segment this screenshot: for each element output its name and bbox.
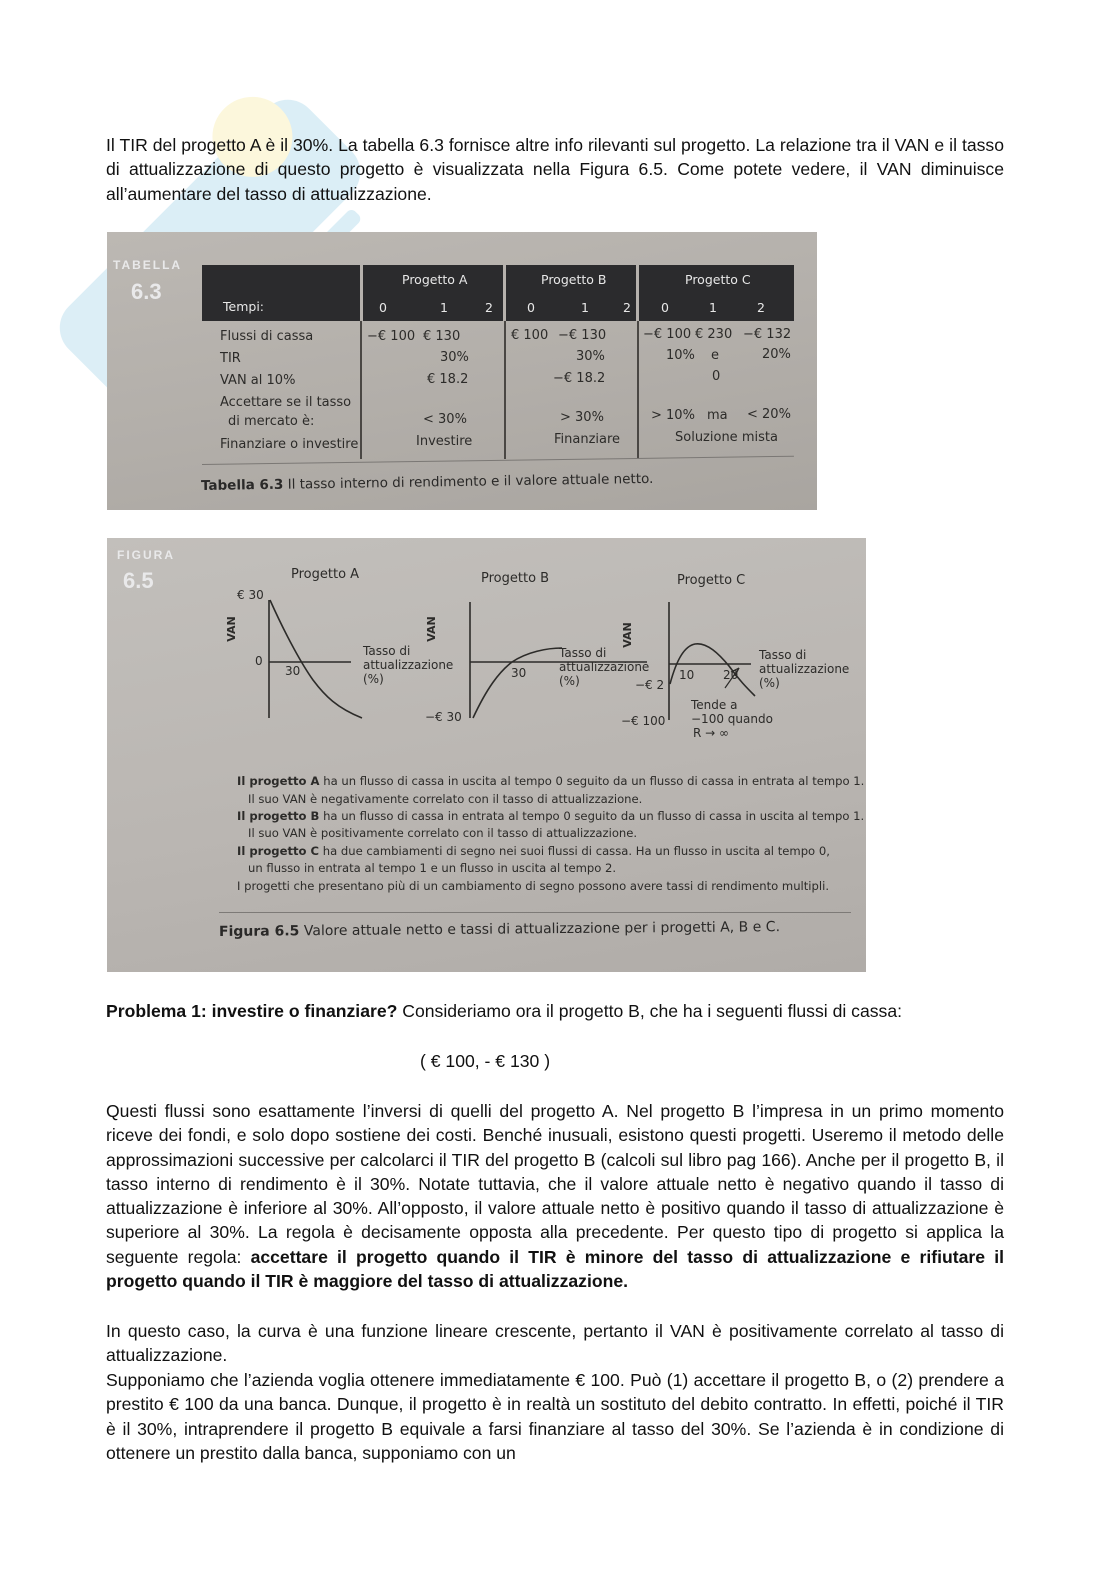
table-caption-text: Il tasso interno di rendimento e il valore attuale netto.: [287, 470, 654, 493]
figure-graphs: [107, 538, 866, 738]
graph-a-title: Progetto A: [291, 567, 360, 582]
figure-note-4: Il suo VAN è positivamente correlato con il tasso di attualizzazione.: [237, 826, 638, 840]
header-project-a: Progetto A: [402, 272, 468, 287]
graph-c-y-label: VAN: [620, 622, 634, 648]
body-paragraph-3: Supponiamo che l’azienda voglia ottenere immediatamente € 100. Può (1) accettare il progetto B, o (2) prendere a prestito € 100 da una banca. Dunque, il progetto è in realtà un sostituto del debito contratto. In effetti, poiché il TIR è il 30%, intraprendere il progetto B equivale a farsi finanziare al tasso del 30%. Se l’azienda è in condizione di ottenere un prestito dalla banca, supponiamo con un: [106, 1370, 1004, 1463]
graph-b-bottom: −€ 30: [425, 710, 462, 724]
figure-note-6: un flusso in entrata al tempo 1 e un flusso in uscita al tempo 2.: [237, 861, 617, 875]
row-label-tir: TIR: [220, 351, 241, 366]
b-van: −€ 18.2: [553, 371, 606, 386]
table-side-label: TABELLA: [113, 258, 183, 272]
period-c-1: 1: [709, 300, 717, 315]
row-label-decision: Finanziare o investire: [220, 437, 359, 452]
graph-b-x-label-2: attualizzazione: [559, 660, 650, 674]
b-flow-1: −€ 130: [558, 328, 607, 343]
period-a-1: 1: [440, 300, 448, 315]
figure-note-1: Il progetto A ha un flusso di cassa in uscita al tempo 0 seguito da un flusso di cassa in entrata al tempo 1.: [237, 774, 865, 788]
period-c-2: 2: [757, 300, 765, 315]
table-caption-number: Tabella 6.3: [200, 476, 284, 494]
period-b-0: 0: [527, 300, 535, 315]
c-flow-2: −€ 132: [743, 327, 792, 342]
c-tir-and: e: [711, 348, 719, 363]
table-caption: [201, 471, 654, 494]
row-label-van: VAN al 10%: [220, 373, 296, 388]
graph-c-x-label-2: attualizzazione: [759, 662, 850, 676]
a-decision: Investire: [416, 434, 473, 449]
figure-caption: [219, 919, 780, 940]
graph-c-x-label-3: (%): [759, 676, 780, 690]
b-accept: > 30%: [560, 410, 604, 425]
graph-b-x-label-3: (%): [559, 674, 580, 688]
body-rule-bold: accettare il progetto quando il TIR è minore del tasso di attualizzazione e rifiutare il progetto quando il TIR è maggiore del tasso di attualizzazione.: [106, 1246, 1004, 1292]
graph-a-top-value: € 30: [237, 588, 264, 602]
graph-b-irr: 30: [511, 666, 527, 680]
c-tir-2: 20%: [762, 347, 791, 362]
a-flow-0: −€ 100: [367, 329, 416, 344]
period-b-1: 1: [581, 300, 589, 315]
body-paragraph-1: Questi flussi sono esattamente l’inversi di quelli del progetto A. Nel progetto B l’impresa in un primo momento riceve dei fondi, e solo dopo sostiene dei costi. Benché inusuali, esistono questi progetti. Useremo il metodo delle approssimazioni successive per calcolarci il TIR del progetto B (calcoli sul libro pag 166). Anche per il progetto B, il tasso interno di rendimento è il 30%. Notate tuttavia, che il valore attuale netto è negativo quando il tasso di attualizzazione è inferiore al 30%. All’opposto, il valore attuale netto è positivo quando il tasso di attualizzazione è superiore al 30%. La regola è decisamente opposta alla precedente. Per questo tipo di progetto si applica la seguente regola: accettare il progetto quando il TIR è minore del tasso di attualizzazione e rifiutare il progetto quando il TIR è maggiore del tasso di attualizzazione.: [106, 1101, 1004, 1292]
figure-side-number: 6.5: [123, 568, 154, 593]
graph-b-x-label-1: Tasso di: [559, 646, 607, 660]
graph-c-tend-3: R → ∞: [693, 726, 730, 740]
graph-b-curve: [473, 648, 562, 718]
a-flow-1: € 130: [423, 329, 461, 344]
table-side-number: 6.3: [131, 279, 162, 304]
c-van: 0: [712, 369, 721, 384]
graph-a-curve: [270, 600, 362, 718]
graph-c-minus-2: −€ 2: [635, 678, 665, 692]
graph-b-title: Progetto B: [481, 571, 550, 586]
a-tir: 30%: [440, 350, 469, 365]
period-c-0: 0: [661, 300, 669, 315]
graph-a-x-label-1: Tasso di: [363, 644, 411, 658]
graph-c-x-label-1: Tasso di: [759, 648, 807, 662]
figure-caption-number: Figura 6.5: [218, 923, 300, 940]
graph-a-irr: 30: [285, 664, 301, 678]
c-accept-1: > 10%: [651, 408, 695, 423]
problem-paragraph: [106, 999, 1004, 1023]
c-flow-1: € 230: [695, 327, 733, 342]
graph-c-tend-2: −100 quando: [691, 712, 773, 726]
graph-a-x-label-2: attualizzazione: [363, 658, 454, 672]
problem-cash-flows: ( € 100, - € 130 ): [420, 1051, 551, 1071]
graph-c-title: Progetto C: [677, 573, 746, 588]
figure-note-3: Il progetto B ha un flusso di cassa in entrata al tempo 0 seguito da un flusso di cassa in uscita al tempo 1.: [237, 809, 865, 823]
b-flow-0: € 100: [511, 328, 549, 343]
graph-a-y-label: VAN: [224, 616, 238, 642]
body-paragraph-2: In questo caso, la curva è una funzione lineare crescente, pertanto il VAN è positivamente correlato al tasso di attualizzazione.: [106, 1321, 1004, 1366]
figure-note-5: Il progetto C ha due cambiamenti di segno nei suoi flussi di cassa. Ha un flusso in uscita al tempo 0,: [237, 844, 830, 858]
table-6-3-photo: [107, 232, 817, 510]
header-project-b: Progetto B: [541, 272, 607, 287]
a-van: € 18.2: [427, 372, 469, 387]
graph-c-bottom: −€ 100: [621, 714, 666, 728]
figure-note-7: I progetti che presentano più di un cambiamento di segno possono avere tassi di rendimento multipli.: [237, 879, 830, 893]
graph-c-tend-1: Tende a: [691, 698, 738, 712]
graph-c-x1: 10: [679, 668, 695, 682]
b-tir: 30%: [576, 349, 605, 364]
row-label-accept-1: Accettare se il tasso: [220, 395, 352, 410]
period-b-2: 2: [623, 300, 631, 315]
header-project-c: Progetto C: [685, 272, 751, 287]
problem-title: Problema 1: investire o finanziare?: [106, 1001, 398, 1021]
c-tir-1: 10%: [666, 348, 695, 363]
figure-6-5-photo: [107, 538, 866, 972]
c-decision: Soluzione mista: [675, 430, 778, 445]
graph-b-y-label: VAN: [424, 616, 438, 642]
row-label-accept-2: di mercato è:: [228, 414, 315, 429]
period-a-0: 0: [379, 300, 387, 315]
header-time: Tempi:: [223, 299, 264, 314]
figure-caption-text: Valore attuale netto e tassi di attualizzazione per i progetti A, B e C.: [303, 919, 781, 940]
row-label-flows: Flussi di cassa: [220, 329, 314, 344]
problem-text: Consideriamo ora il progetto B, che ha i seguenti flussi di cassa:: [397, 1001, 902, 1021]
b-decision: Finanziare: [554, 432, 621, 447]
c-accept-2: < 20%: [747, 407, 791, 422]
graph-a-x-label-3: (%): [363, 672, 384, 686]
c-accept-and: ma: [707, 408, 728, 423]
c-flow-0: −€ 100: [643, 327, 692, 342]
period-a-2: 2: [485, 300, 493, 315]
figure-note-2: Il suo VAN è negativamente correlato con il tasso di attualizzazione.: [237, 792, 643, 806]
a-accept: < 30%: [423, 412, 467, 427]
figure-side-label: FIGURA: [117, 548, 175, 562]
graph-c-x2: 20: [723, 668, 739, 682]
intro-paragraph: Il TIR del progetto A è il 30%. La tabella 6.3 fornisce altre info rilevanti sul progetto. La relazione tra il VAN e il tasso di attualizzazione di questo progetto è visualizzata nella Figura 6.5. Come potete vedere, il VAN diminuisce all’aumentare del tasso di attualizzazione.: [106, 135, 1004, 204]
graph-a-zero: 0: [255, 654, 263, 668]
